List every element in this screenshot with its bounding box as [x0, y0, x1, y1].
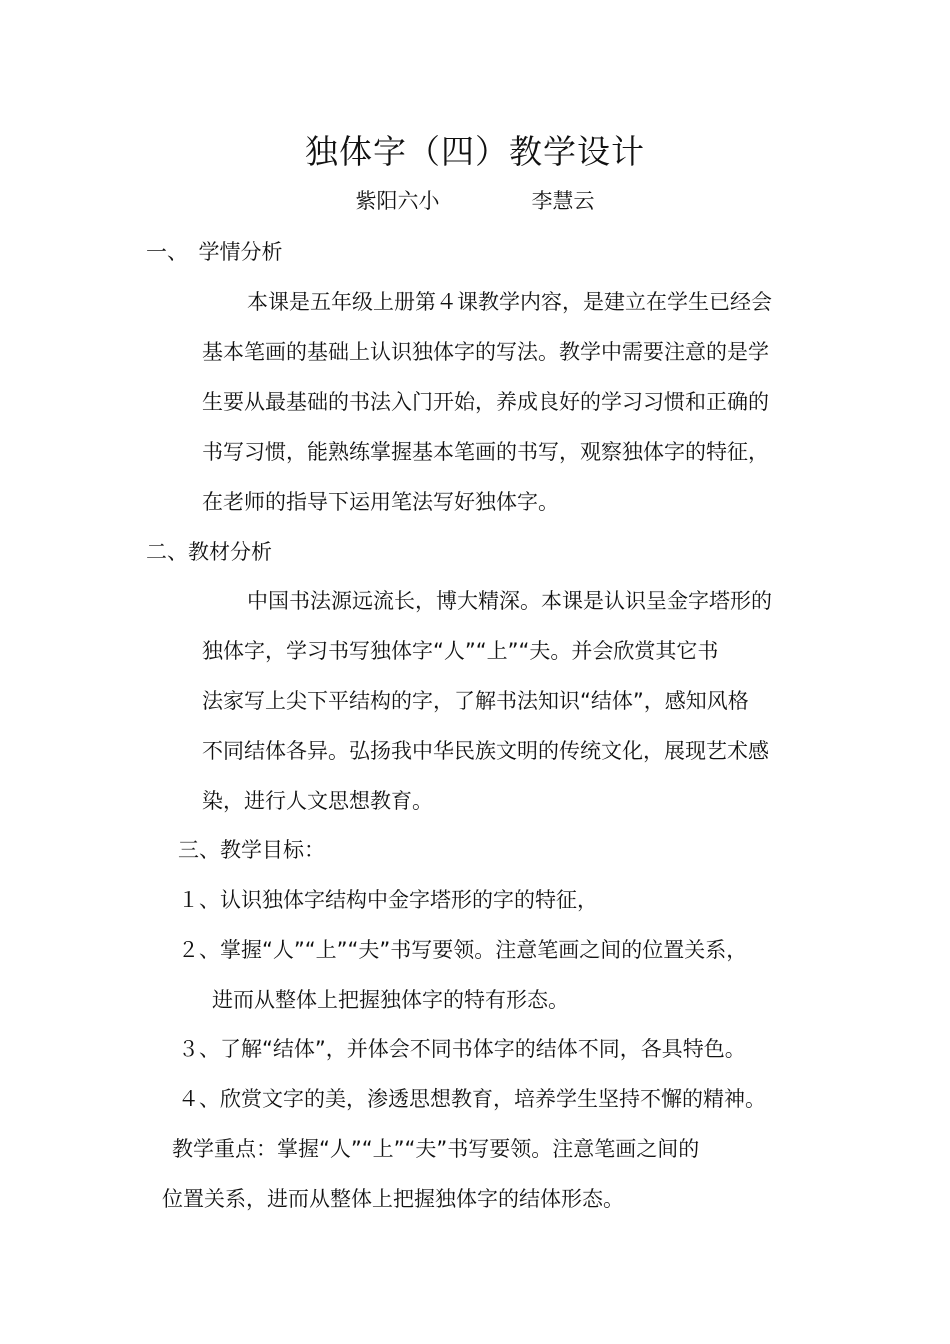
- section-heading-2: 二、教材分析: [146, 540, 272, 564]
- teaching-focus-line: 位置关系，进而从整体上把握独体字的结体形态。: [162, 1187, 624, 1211]
- objective-item: １、认识独体字结构中金字塔形的字的特征，: [178, 888, 598, 912]
- author-name: 李慧云: [531, 189, 595, 213]
- paragraph-line: 不同结体各异。弘扬我中华民族文明的传统文化，展现艺术感: [202, 739, 769, 763]
- objective-item-continuation: 进而从整体上把握独体字的特有形态。: [212, 988, 569, 1012]
- section-heading-3: 三、教学目标：: [178, 838, 325, 862]
- paragraph-line: 生要从最基础的书法入门开始，养成良好的学习习惯和正确的: [202, 390, 769, 414]
- paragraph-line: 独体字，学习书写独体字“人”“上”“夫。并会欣赏其它书: [202, 639, 719, 663]
- document-title: 独体字（四）教学设计: [305, 132, 645, 171]
- paragraph-line: 染，进行人文思想教育。: [202, 789, 433, 813]
- teaching-focus-line: 教学重点：掌握“人”“上”“夫”书写要领。注意笔画之间的: [172, 1137, 700, 1161]
- objective-item: ２、掌握“人”“上”“夫”书写要领。注意笔画之间的位置关系，: [178, 938, 748, 962]
- school-name: 紫阳六小: [355, 189, 440, 213]
- paragraph-line: 基本笔画的基础上认识独体字的写法。教学中需要注意的是学: [202, 340, 769, 364]
- paragraph-line: 书写习惯，能熟练掌握基本笔画的书写，观察独体字的特征，: [202, 440, 769, 464]
- section-heading-1: 一、 学情分析: [146, 240, 283, 264]
- paragraph-line: 在老师的指导下运用笔法写好独体字。: [202, 490, 559, 514]
- paragraph-line: 本课是五年级上册第４课教学内容，是建立在学生已经会: [247, 290, 772, 314]
- objective-item: ３、了解“结体”，并体会不同书体字的结体不同，各具特色。: [178, 1037, 746, 1061]
- paragraph-line: 中国书法源远流长，博大精深。本课是认识呈金字塔形的: [247, 589, 772, 613]
- paragraph-line: 法家写上尖下平结构的字，了解书法知识“结体”，感知风格: [202, 689, 749, 713]
- author-line: [0, 187, 950, 215]
- objective-item: ４、欣赏文字的美，渗透思想教育，培养学生坚持不懈的精神。: [178, 1087, 766, 1111]
